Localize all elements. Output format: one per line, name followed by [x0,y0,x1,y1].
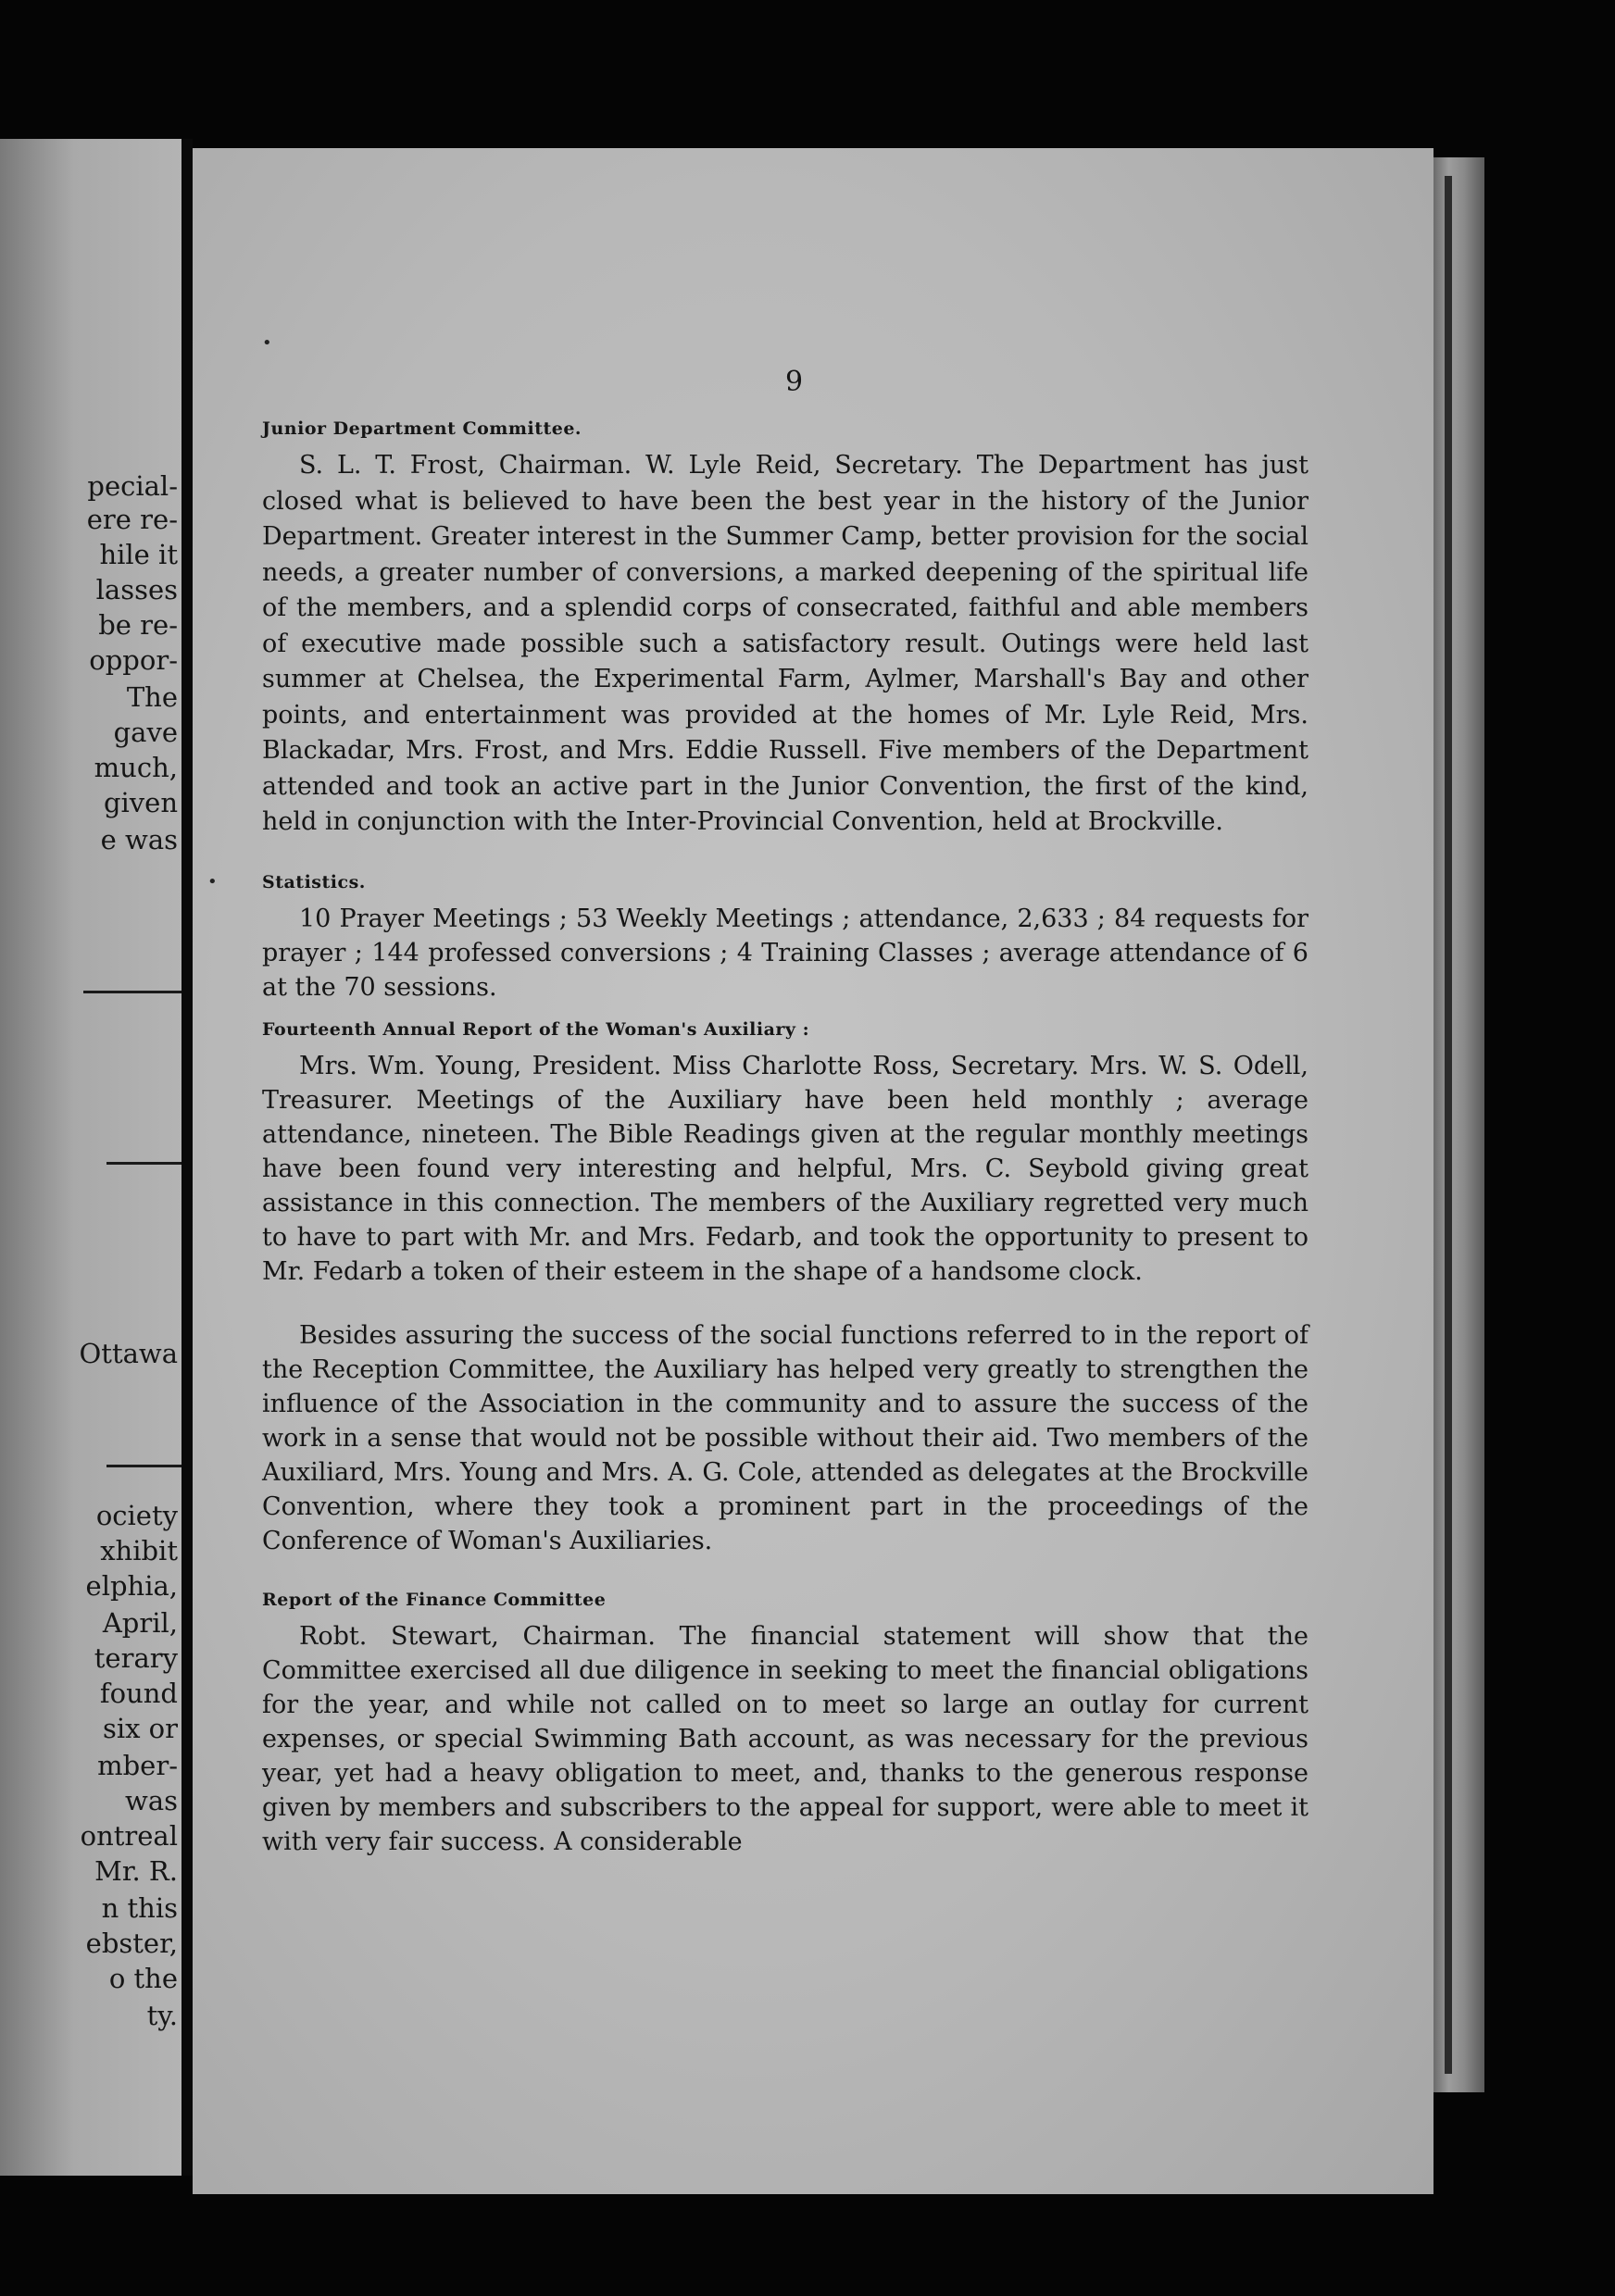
left-page-fragment: ty. [146,2000,178,2031]
left-page [0,139,185,2176]
section-paragraph: 10 Prayer Meetings ; 53 Weekly Meetings ; attendance, 2,633 ; 84 requests for prayer ; 144 professed conversions ; 4 Training Classes ; average attendance of 6 at the 70 sessions. [262,904,1308,1002]
left-page-fragment: pecial- [87,470,178,502]
page-number: 9 [785,366,804,398]
left-page-rule [106,1162,185,1165]
left-page-fragment: be re- [98,609,178,641]
left-page-fragment: Mr. R. [94,1855,178,1887]
left-page-fragment: was [125,1785,178,1816]
left-page-fragment: ontreal [80,1820,178,1852]
left-page-fragment: ere re- [86,504,178,535]
left-page-fragment: April, [102,1607,178,1639]
left-page-fragment: o the [108,1963,178,1994]
left-page-fragment: found [99,1678,178,1709]
left-page-fragment: hile it [99,539,178,570]
left-page-rule [106,1465,185,1467]
page-edge-shadow [1445,176,1452,2074]
right-page [193,148,1433,2194]
left-page-fragment: gave [113,717,178,748]
section-paragraph: S. L. T. Frost, Chairman. W. Lyle Reid, Secretary. The Department has just closed what is believed to have been the best year in the history of the Junior Department. Greater interest in the Summer Camp, better provision for the social needs, a greater number of conversions, a marked deepening of the spiritual life of the members, and a splendid corps of consecrated, faithful and able members of executive made possible such a satisfactory result. Outings were held last summer at Chelsea, the Experimental Farm, Aylmer, Marshall's Bay and other points, and entertainment was provided at the homes of Mr. Lyle Reid, Mrs. Blackadar, Mrs. Frost, and Mrs. Eddie Russell. Five members of the Department attended and took an active part in the Junior Convention, the first of the kind, held in conjunction with the Inter-Provincial Convention, held at Brockville. [262,451,1308,836]
page-edge [1433,157,1484,2092]
left-page-fragment: terary [94,1642,178,1674]
left-page-fragment: The [126,681,178,713]
left-page-fragment: e was [100,824,178,855]
section-heading: Report of the Finance Committee [262,1589,607,1610]
left-page-fragment: ociety [95,1500,178,1531]
section-paragraph: Mrs. Wm. Young, President. Miss Charlotte Ross, Secretary. Mrs. W. S. Odell, Treasurer. Meetings of the Auxiliary have been held monthly ; average attendance, nineteen. The Bible Readings given at the regular monthly meetings have been found very interesting and helpful, Mrs. C. Seybold giving great assistance in this connection. The members of the Auxiliary regretted very much to have to part with Mr. and Mrs. Fedarb, and took the opportunity to present to Mr. Fedarb a token of their esteem in the shape of a handsome clock. [262,1051,1308,1286]
left-page-fragment: Ottawa [79,1338,178,1369]
left-page-fragment: n this [101,1892,178,1924]
left-page-fragment: six or [102,1713,178,1744]
left-page-fragment: lasses [95,574,178,605]
section-heading: Statistics. [262,871,366,892]
section-paragraph: Besides assuring the success of the social functions referred to in the report of the Reception Committee, the Auxiliary has helped very greatly to strengthen the influence of the Association in the community and to assure the success of the work in a sense that would not be possible without their aid. Two members of the Auxiliard, Mrs. Young and Mrs. A. G. Cole, attended as delegates at the Brockville Convention, where they took a prominent part in the proceedings of the Conference of Woman's Auxiliaries. [262,1320,1308,1555]
section-heading: Junior Department Committee. [262,418,582,439]
left-page-fragment: xhibit [100,1535,178,1566]
ink-speck: • [262,333,272,353]
left-page-rule [83,991,185,993]
ink-speck: • [207,872,218,892]
left-page-fragment: oppor- [89,644,178,676]
left-page-fragment: given [103,787,178,818]
page-content [262,417,1308,1872]
left-page-fragment: ebster, [85,1928,178,1959]
section-paragraph: Robt. Stewart, Chairman. The financial statement will show that the Committee exercised all due diligence in seeking to meet the financial obligations for the year, and while not called on to meet so large an outlay for current expenses, or special Swimming Bath account, as was necessary for the previous year, yet had a heavy obligation to meet, and, thanks to the generous response given by members and subscribers to the appeal for support, were able to meet it with very fair success. A considerable [262,1621,1308,1856]
section-heading: Fourteenth Annual Report of the Woman's Auxiliary : [262,1018,810,1040]
left-page-fragment: much, [94,752,178,783]
left-page-fragment: elphia, [85,1570,178,1602]
left-page-fragment: mber- [97,1750,178,1781]
book-spine [182,139,193,2176]
